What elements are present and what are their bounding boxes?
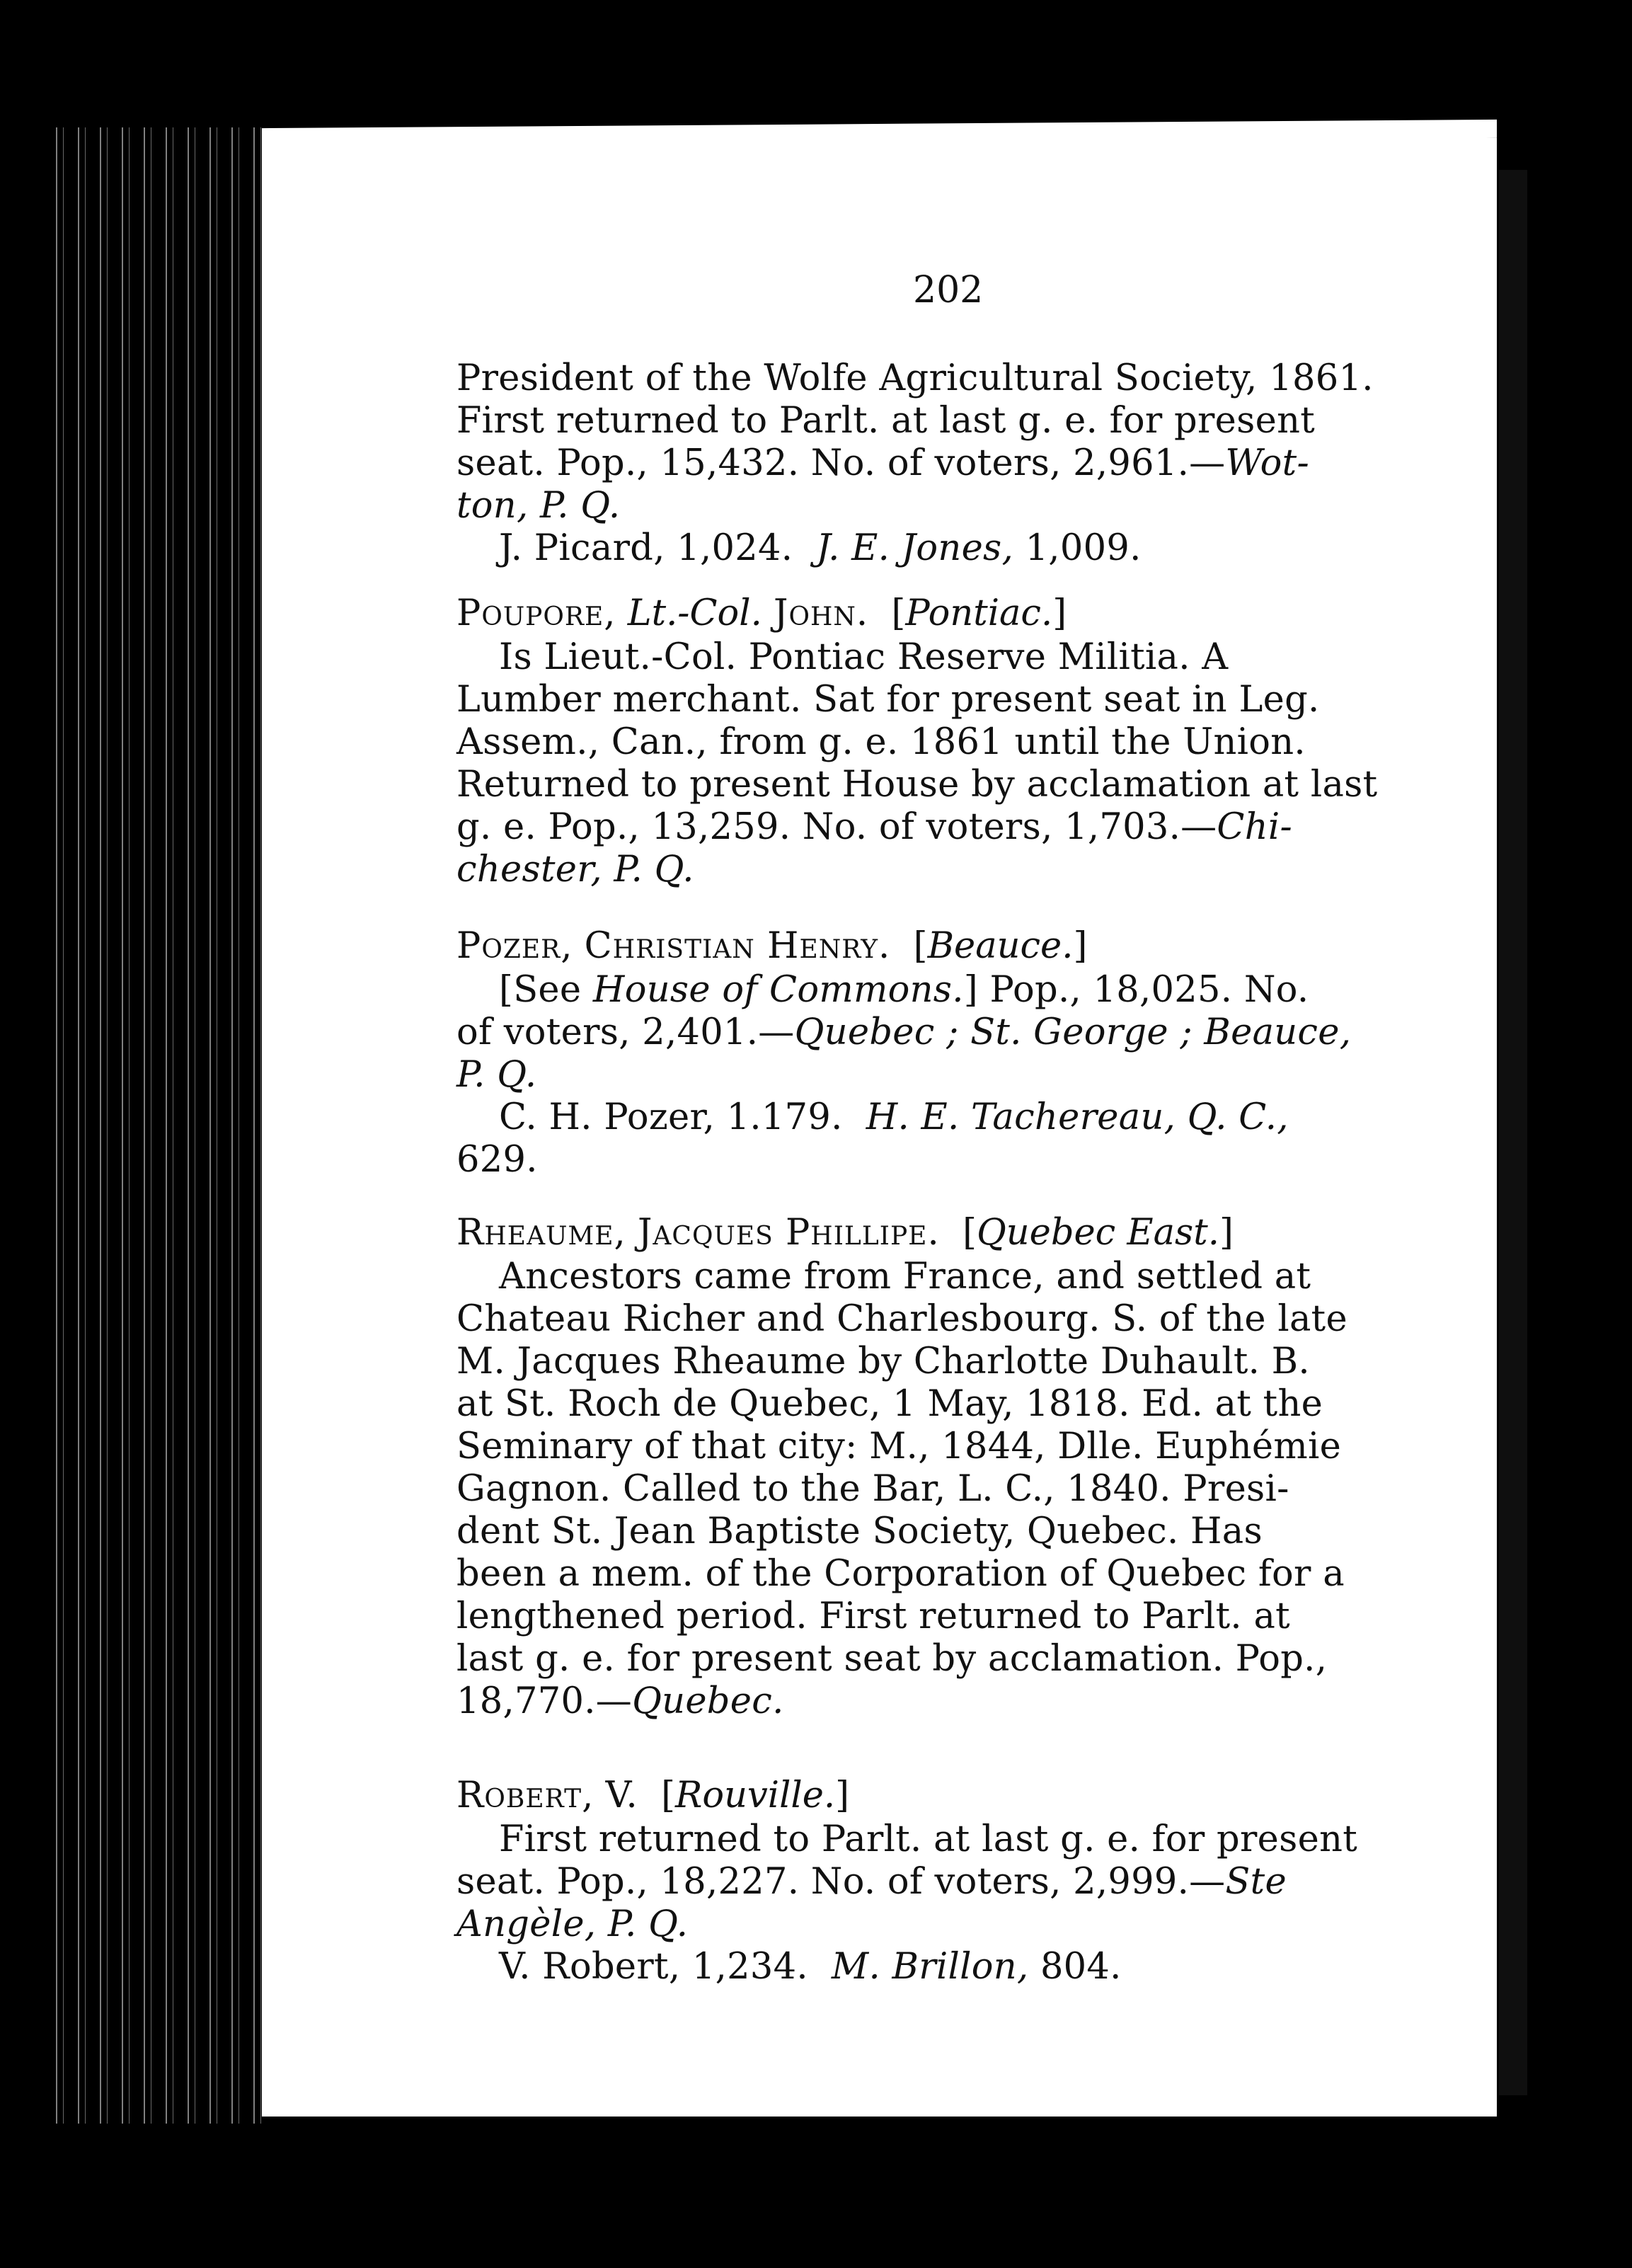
book-page <box>262 138 1497 2117</box>
entry-rheaume <box>456 1210 1347 1723</box>
entry-heading: Pozer, Christian Henry. [Beauce.] <box>456 925 1088 967</box>
text-line: of voters, 2,401.—Quebec ; St. George ; Beauce, <box>456 1012 1352 1053</box>
entry-heading: Poupore, Lt.-Col. John. [Pontiac.] <box>456 592 1067 634</box>
text-line: last g. e. for present seat by acclamation. Pop., <box>456 1638 1328 1680</box>
text-line: Is Lieut.-Col. Pontiac Reserve Militia. A <box>499 636 1229 678</box>
text-line: Returned to present House by acclamation at last <box>456 764 1378 806</box>
entry-poupore <box>456 591 1377 891</box>
text-line: seat. Pop., 18,227. No. of voters, 2,999.—Ste <box>456 1861 1287 1903</box>
text-line: Angèle, P. Q. <box>456 1903 689 1945</box>
election-result: V. Robert, 1,234. M. Brillon, 804. <box>499 1946 1122 1988</box>
text-line: Seminary of that city: M., 1844, Dlle. Euphémie <box>456 1426 1342 1467</box>
text-line: been a mem. of the Corporation of Quebec for a <box>456 1553 1345 1595</box>
entry-heading: Rheaume, Jacques Phillipe. [Quebec East.] <box>456 1212 1234 1254</box>
text-line: chester, P. Q. <box>456 849 694 890</box>
election-result: J. Picard, 1,024. J. E. Jones, 1,009. <box>499 527 1142 569</box>
page-number: 202 <box>913 269 984 311</box>
text-line: Chateau Richer and Charlesbourg. S. of the late <box>456 1298 1347 1340</box>
text-line: P. Q. <box>456 1054 537 1096</box>
text-line: M. Jacques Rheaume by Charlotte Duhault. B. <box>456 1341 1310 1382</box>
entry-continuation <box>456 357 1374 570</box>
text-line: First returned to Parlt. at last g. e. for present <box>499 1819 1358 1860</box>
text-line: 18,770.—Quebec. <box>456 1680 784 1722</box>
text-line: 629. <box>456 1139 538 1181</box>
entry-robert <box>456 1773 1357 1988</box>
text-line: g. e. Pop., 13,259. No. of voters, 1,703.—Chi- <box>456 806 1293 848</box>
right-page-shadow <box>1499 170 1527 2095</box>
election-result: C. H. Pozer, 1.179. H. E. Tachereau, Q. C., <box>499 1096 1289 1138</box>
entry-heading: Robert, V. [Rouville.] <box>456 1775 850 1816</box>
text-line: ton, P. Q. <box>456 485 621 527</box>
text-line: First returned to Parlt. at last g. e. for present <box>456 400 1316 442</box>
text-line: Gagnon. Called to the Bar, L. C., 1840. Presi- <box>456 1468 1289 1510</box>
text-line: Assem., Can., from g. e. 1861 until the Union. <box>456 721 1306 763</box>
text-line: Ancestors came from France, and settled at <box>499 1256 1311 1298</box>
text-line: President of the Wolfe Agricultural Society, 1861. <box>456 357 1374 399</box>
text-line: dent St. Jean Baptiste Society, Quebec. Has <box>456 1511 1263 1552</box>
entry-pozer <box>456 924 1351 1181</box>
text-line: lengthened period. First returned to Parlt. at <box>456 1596 1290 1637</box>
text-line: [See House of Commons.] Pop., 18,025. No. <box>499 969 1309 1011</box>
text-line: at St. Roch de Quebec, 1 May, 1818. Ed. at the <box>456 1383 1323 1425</box>
text-line: Lumber merchant. Sat for present seat in Leg. <box>456 679 1320 721</box>
text-line: seat. Pop., 15,432. No. of voters, 2,961.—Wot- <box>456 442 1310 484</box>
book-page-edges <box>50 127 262 2124</box>
